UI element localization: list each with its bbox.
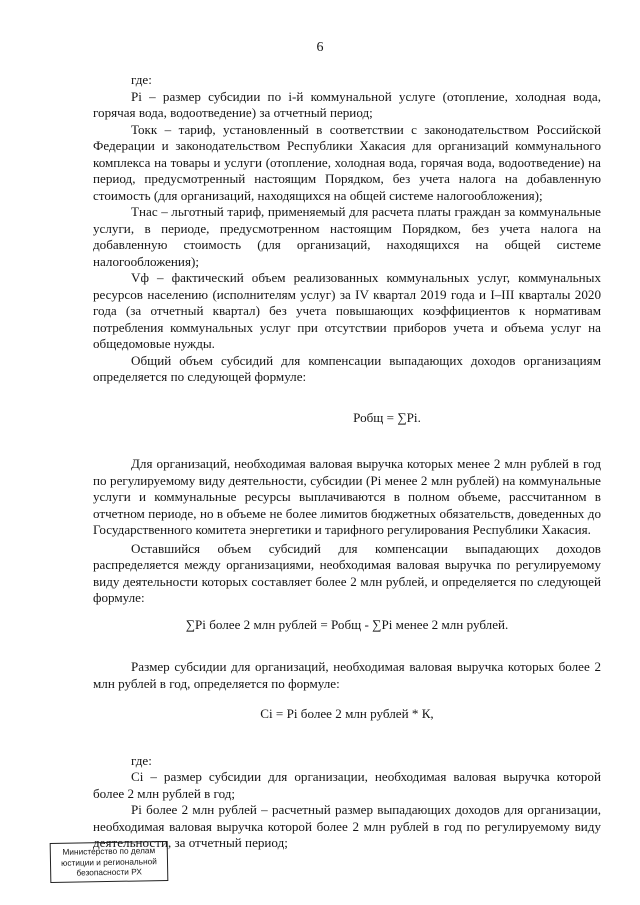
- paragraph-where-2: где:: [131, 752, 152, 768]
- ministry-stamp: [50, 841, 169, 883]
- paragraph-tokk-definition: Токк – тариф, установленный в соответствии с законодательством Российской Федерации и законодательством Республики Хакасия для организаций коммунального комплекса на товары и услуги (отопление, холодная вода, горячая вода, водоотведение) на период, предусмотренный настоящим Порядком, без учета налога на добавленную стоимость (для организаций, находящихся на общей системе налогообложения);: [93, 121, 601, 203]
- formula-organization-subsidy: Ci = Pi более 2 млн рублей * К,: [260, 706, 434, 721]
- document-body: [93, 72, 601, 852]
- paragraph-subsidy-size: Размер субсидии для организаций, необходимая валовая выручка которых более 2 млн рублей в год, определяется по формуле:: [93, 659, 601, 691]
- stamp-line-3: безопасности РХ: [76, 866, 142, 878]
- stamp-line-1: Министерство по делам: [62, 845, 156, 857]
- formula-remaining-subsidy: ∑Pi более 2 млн рублей = Робщ - ∑Pi менее 2 млн рублей.: [185, 616, 509, 632]
- paragraph-where: где:: [131, 72, 152, 87]
- paragraph-pi-definition: Pi – размер субсидии по i-й коммунальной услуге (отопление, холодная вода, горячая вода, водоотведение) за отчетный период;: [93, 88, 601, 120]
- stamp-line-2: юстиции и региональной: [61, 855, 157, 868]
- paragraph-vf-definition: Vф – фактический объем реализованных коммунальных услуг, коммунальных ресурсов населению (исполнителям услуг) за IV квартал 2019 года и I–III кварталы 2020 года (за отчетный квартал) без учета повышающих коэффициентов к нормативам потребления коммунальных услуг при отсутствии приборов учета и объема услуг на общедомовые нужды.: [93, 270, 601, 351]
- page-number: 6: [316, 40, 324, 55]
- formula-total-subsidy: Робщ = ∑Pi.: [353, 409, 421, 425]
- paragraph-tnas-definition: Тнас – льготный тариф, применяемый для расчета платы граждан за коммунальные услуги, в периоде, предусмотренном настоящим Порядком, без учета налога на добавленную стоимость (для организаций, находящихся на общей системе налогообложения);: [93, 204, 601, 269]
- paragraph-pi-large-definition: Pi более 2 млн рублей – расчетный размер выпадающих доходов для организации, необходимая валовая выручка которой более 2 млн рублей в год по регулируемому виду деятельности, за отчетный период;: [93, 802, 601, 850]
- paragraph-small-organizations: Для организаций, необходимая валовая выручка которых менее 2 млн рублей в год по регулируемому виду деятельности, субсидии (Pi менее 2 млн рублей) на коммунальные услуги и коммунальные ресурсы выплачиваются в полном объеме, рассчитанном в отчетном периоде, но в объеме не более лимитов бюджетных обязательств, доведенных до Государственного комитета энергетики и тарифного регулирования Республики Хакасия.: [93, 456, 601, 537]
- paragraph-total-volume: Общий объем субсидий для компенсации выпадающих доходов организациям определяется по следующей формуле:: [93, 352, 601, 384]
- paragraph-remaining-volume: Оставшийся объем субсидий для компенсации выпадающих доходов распределяется между организациями, необходимая валовая выручка по регулируемому виду деятельности которых составляет более 2 млн рублей, и определяется по следующей формуле:: [93, 540, 601, 605]
- paragraph-ci-definition: Ci – размер субсидии для организации, необходимая валовая выручка которой более 2 млн рублей в год;: [93, 769, 601, 801]
